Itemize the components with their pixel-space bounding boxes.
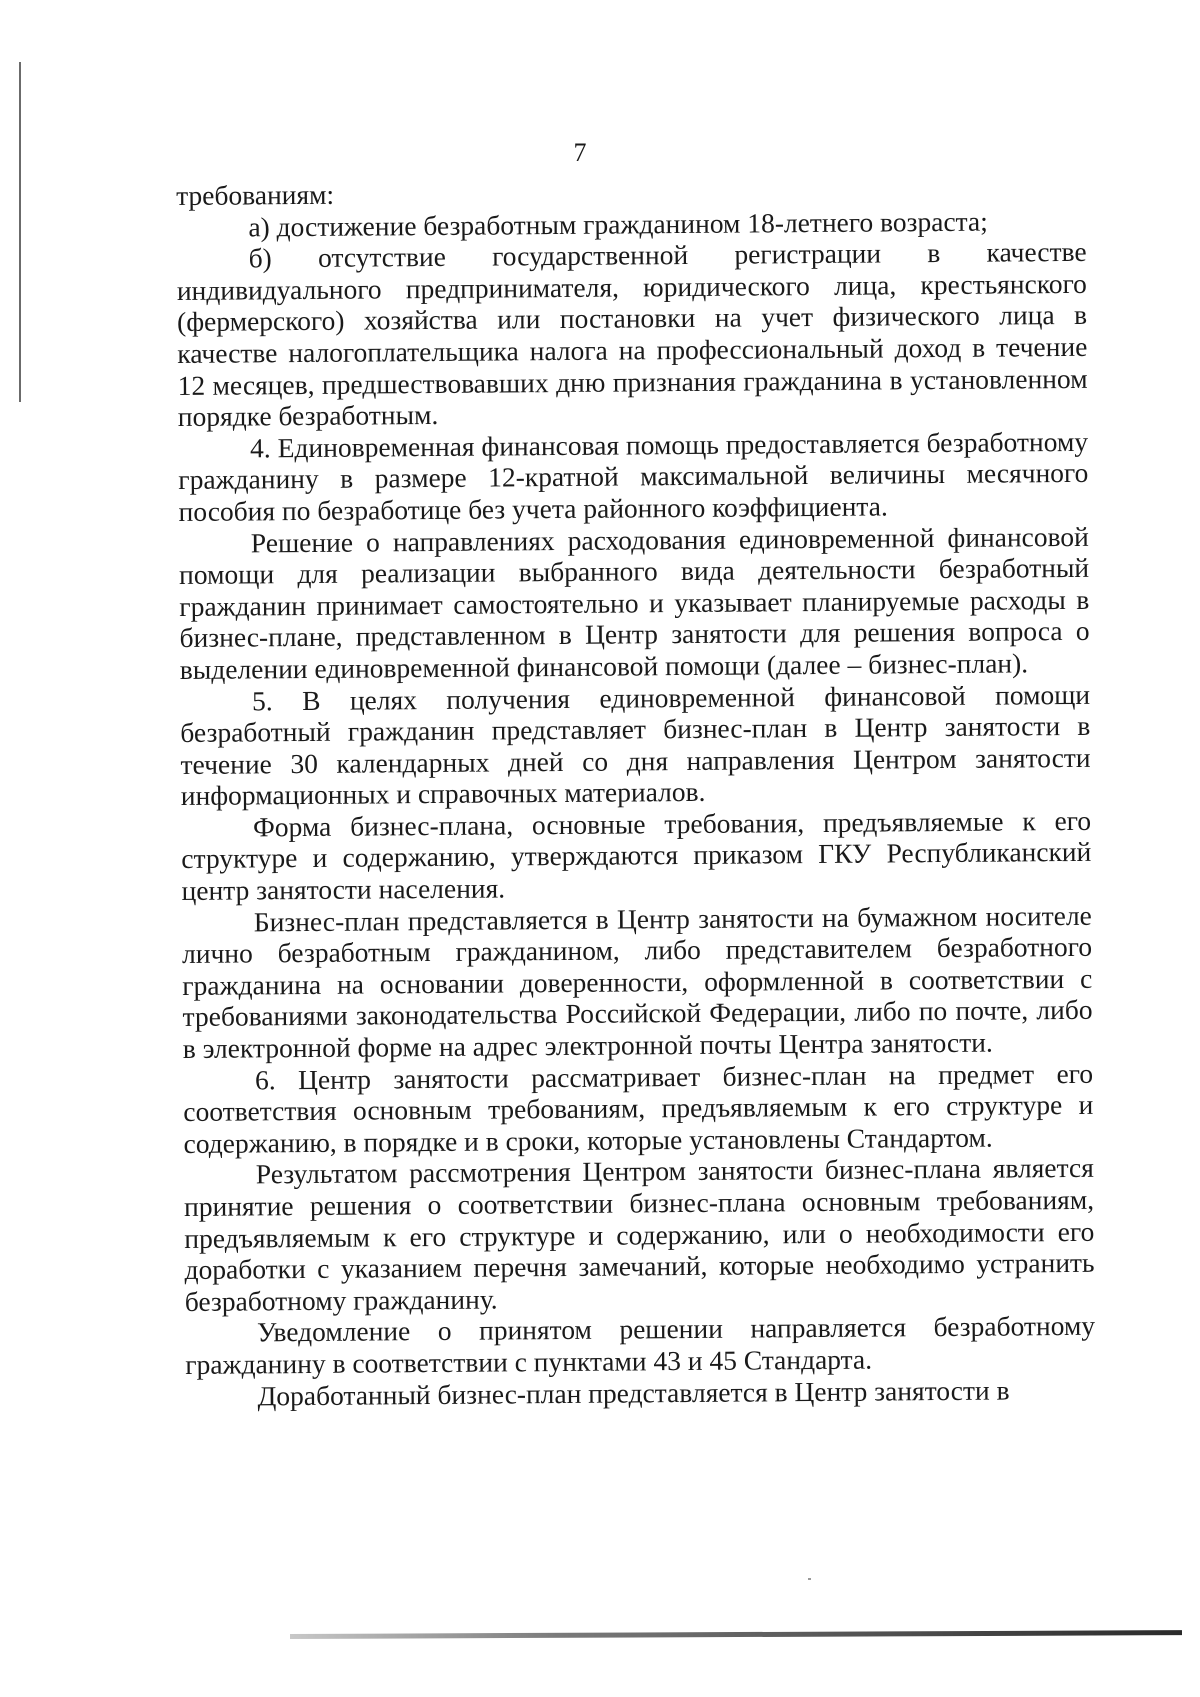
paragraph-notification: Уведомление о принятом решении направляется безработному гражданину в соответствии с пунктами 43 и 45 Стандарта. [185, 1310, 1096, 1380]
paragraph-clause-6: 6. Центр занятости рассматривает бизнес-план на предмет его соответствия основным требованиям, предъявляемым к его структуре и содержанию, в порядке и в сроки, которые установлены Стандартом. [183, 1057, 1094, 1159]
paragraph-continuation: требованиям: [176, 178, 335, 211]
document-body [176, 173, 1096, 1412]
scan-speck [808, 1578, 811, 1580]
paragraph-business-plan-submission: Бизнес-план представляется в Центр занятости на бумажном носителе лично безработным гражданином, либо представителем безработного гражданина на основании доверенности, оформленной в соответствии с требованиями законодательства Российской Федерации, либо по почте, либо в электронной форме на адрес электронной почты Центра занятости. [181, 899, 1093, 1065]
paragraph-spending-decision: Решение о направлениях расходования единовременной финансовой помощи для реализации выбранного вида деятельности безработный гражданин принимает самостоятельно и указывает планируемые расходы в бизнес-плане, представленном в Центр занятости для решения вопроса о выделении единовременной финансовой помощи (далее – бизнес-план). [178, 520, 1090, 685]
page-number: 7 [573, 138, 587, 167]
paragraph-revised-plan: Доработанный бизнес-план представляется в Центр занятости в [257, 1374, 1010, 1411]
paragraph-clause-5: 5. В целях получения единовременной финансовой помощи безработный гражданин представляет бизнес-план в Центр занятости в течение 30 календарных дней со дня направления Центром занятости информационных и справочных материалов. [180, 678, 1091, 812]
paragraph-item-b: б) отсутствие государственной регистрации в качестве индивидуального предпринимателя, юридического лица, крестьянского (фермерского) хозяйства или постановки на учет физического лица в качестве налогоплательщика налога на профессиональный доход в течение 12 месяцев, предшествовавших дню признания гражданина в установленном порядке безработным. [176, 236, 1088, 433]
scan-bottom-edge [290, 1630, 1182, 1639]
paragraph-item-a: а) достижение безработным гражданином 18-летнего возраста; [248, 205, 988, 243]
paragraph-review-result: Результатом рассмотрения Центром занятости бизнес-плана является принятие решения о соответствии бизнес-плана основным требованиям, предъявляемым к его структуре и содержанию, или о необходимости его доработки с указанием перечня замечаний, которые необходимо устранить безработному гражданину. [183, 1152, 1095, 1317]
scan-edge-line [19, 62, 21, 402]
paragraph-clause-4: 4. Единовременная финансовая помощь предоставляется безработному гражданину в размере 12-кратной максимальной величины месячного пособия по безработице без учета районного коэффициента. [178, 425, 1089, 527]
paragraph-business-plan-form: Форма бизнес-плана, основные требования, предъявляемые к его структуре и содержанию, утверждаются приказом ГКУ Республиканский центр занятости населения. [181, 804, 1092, 907]
